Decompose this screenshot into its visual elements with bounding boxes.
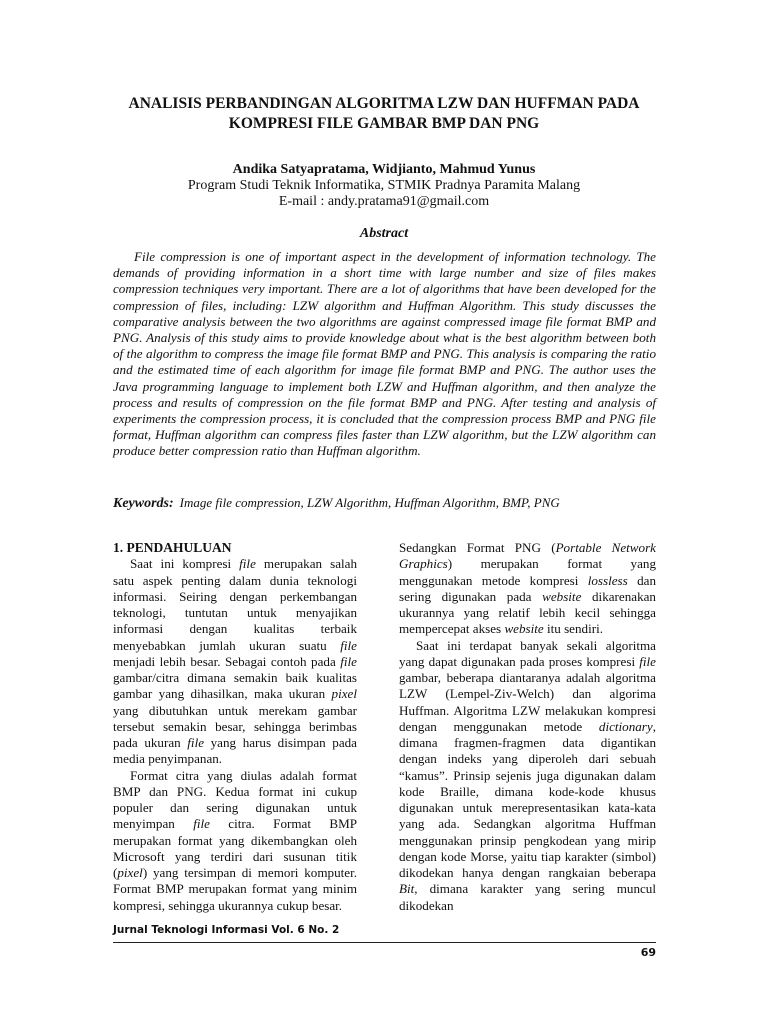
keywords-text: Image file compression, LZW Algorithm, Huffman Algorithm, BMP, PNG [179, 495, 560, 510]
title-line-1: ANALISIS PERBANDINGAN ALGORITMA LZW DAN HUFFMAN PADA [128, 95, 640, 112]
right-column [399, 540, 656, 914]
author-affiliation: Program Studi Teknik Informatika, STMIK Pradnya Paramita Malang [187, 178, 581, 193]
left-paragraph-2: Format citra yang diulas adalah format BMP dan PNG. Kedua format ini cukup populer dan sering digunakan untuk menyimpan file citra. Format BMP merupakan format yang dikembangkan oleh Microsoft yang terdiri dari susunan titik (pixel) yang tersimpan di memori komputer. Format BMP merupakan format yang minim kompresi, sehingga ukurannya cukup besar. [113, 767, 358, 913]
right-paragraph-1: Sedangkan Format PNG (Portable Network Graphics) merupakan format yang menggunakan metode kompresi lossless dan sering digunakan pada website dikarenakan ukurannya yang relatif lebih kecil sehingga mempercepat akses website itu sendiri. [399, 540, 656, 637]
abstract-heading: Abstract [359, 226, 409, 241]
left-paragraph-1: Saat ini kompresi file merupakan salah satu aspek penting dalam dunia teknologi informasi. Seiring dengan perkembangan teknologi, tuntutan untuk menyajikan informasi dengan kualitas terbaik menyebabkan jumlah ukuran suatu file menjadi lebih besar. Sebagai contoh pada file gambar/citra dimana semakin baik kualitas gambar yang dihasilkan, maka ukuran pixel yang dibutuhkan untuk merekam gambar tersebut semakin besar, sehingga berimbas pada ukuran file yang harus disimpan pada media penyimpanan. [113, 556, 357, 767]
abstract-text: File compression is one of important aspect in the development of information technology. The demands of providing information in a short time with large number and size of files makes compression techniques very important. There are a lot of algorithms that have been developed for the compression of files, including: LZW algorithm and Huffman Algorithm. This study discusses the comparative analysis between the two algorithms are against compressed image file format BMP and PNG. Analysis of this study aims to provide knowledge about what is the best algorithm between both of the algorithm to compress the image file format BMP and PNG. This analysis is comparing the ratio and the estimated time of each algorithm for image file format BMP and PNG. The author uses the Java programming language to implement both LZW and Huffman algorithm, and then analyze the process and results of compression on the file format BMP and PNG. After testing and analysis of experiments the compression process, it is concluded that the compression process BMP and PNG file format, Huffman algorithm can compress files faster than LZW algorithm, but the LZW algorithm can produce better compression ratio than Huffman algorithm. [113, 249, 656, 459]
title-line-2: KOMPRESI FILE GAMBAR BMP DAN PNG [228, 115, 540, 132]
paper-title [60, 94, 708, 134]
right-paragraph-2: Saat ini terdapat banyak sekali algoritma yang dapat digunakan pada proses kompresi file gambar, beberapa diantaranya adalah algoritma LZW (Lempel-Ziv-Welch) dan algorima Huffman. Algoritma LZW melakukan kompresi dengan menggunakan metode dictionary, dimana fragmen-fragmen data digantikan dengan indeks yang diperoleh dari sebuah “kamus”. Prinsip sejenis juga digunakan dalam kode Braille, dimana kode-kode khusus digunakan untuk merepresentasikan kata-kata yang ada. Sedangkan algoritma Huffman menggunakan prinsip pengkodean yang mirip dengan kode Morse, yaitu tiap karakter (simbol) dikodekan hanya dengan rangkaian beberapa Bit, dimana karakter yang sering muncul dikodekan [399, 637, 656, 913]
journal-footer: Jurnal Teknologi Informasi Vol. 6 No. 2 [113, 924, 340, 936]
footer-divider [113, 942, 656, 943]
author-list: Andika Satyapratama, Widjianto, Mahmud Yunus [232, 162, 536, 177]
keywords-line [113, 495, 673, 512]
left-column [113, 540, 357, 914]
section-heading-pendahuluan: 1. PENDAHULUAN [113, 540, 232, 555]
page-number: 69 [640, 946, 656, 959]
author-email: E-mail : andy.pratama91@gmail.com [278, 194, 490, 209]
keywords-label: Keywords: [113, 496, 174, 511]
